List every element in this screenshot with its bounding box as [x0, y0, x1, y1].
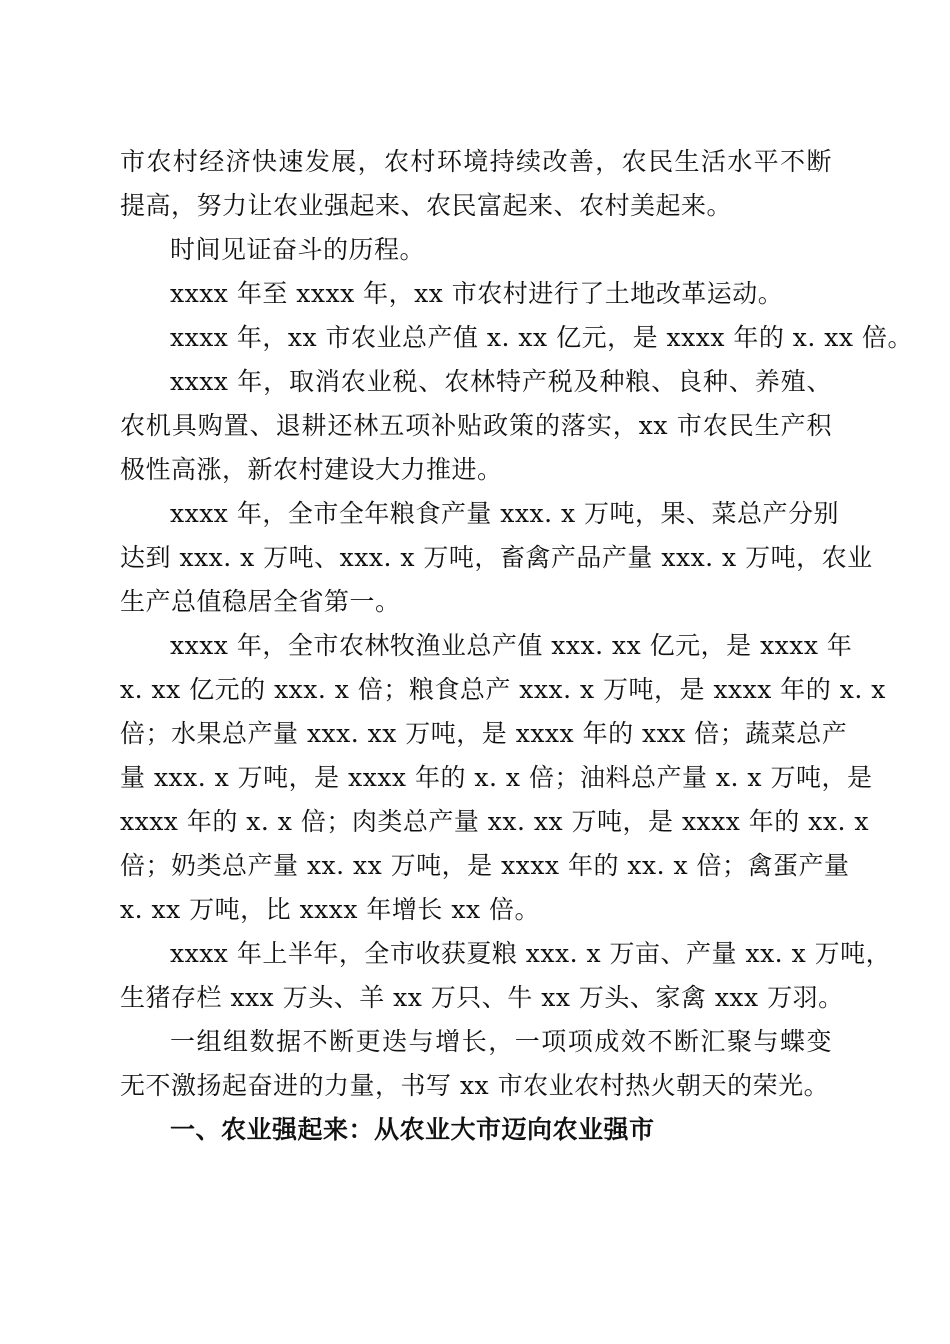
text-line-13: x. xx 亿元的 xxx. x 倍；粮食总产 xxx. x 万吨，是 xxxx 年的 x. x — [120, 675, 886, 704]
text-line-8: 极性高涨，新农村建设大力推进。 — [120, 455, 503, 484]
text-line-7: 农机具购置、退耕还林五项补贴政策的落实，xx 市农民生产积 — [120, 411, 832, 440]
section-heading: 一、农业强起来：从农业大市迈向农业强市 — [170, 1115, 655, 1144]
text-line-2: 提高，努力让农业强起来、农民富起来、农村美起来。 — [120, 191, 733, 220]
text-line-11: 生产总值稳居全省第一。 — [120, 587, 401, 616]
text-line-12: xxxx 年，全市农林牧渔业总产值 xxx. xx 亿元，是 xxxx 年 — [170, 631, 853, 660]
text-line-1: 市农村经济快速发展，农村环境持续改善，农民生活水平不断 — [120, 147, 832, 176]
text-line-16: xxxx 年的 x. x 倍；肉类总产量 xx. xx 万吨，是 xxxx 年的 xx. x — [120, 807, 869, 836]
text-line-19: xxxx 年上半年，全市收获夏粮 xxx. x 万亩、产量 xx. x 万吨， — [170, 939, 892, 968]
body-text — [120, 140, 913, 1152]
text-line-20: 生猪存栏 xxx 万头、羊 xx 万只、牛 xx 万头、家禽 xxx 万羽。 — [120, 983, 844, 1012]
text-line-5: xxxx 年，xx 市农业总产值 x. xx 亿元，是 xxxx 年的 x. xx 倍。 — [170, 323, 913, 352]
text-line-3: 时间见证奋斗的历程。 — [170, 235, 426, 264]
text-line-22: 无不激扬起奋进的力量，书写 xx 市农业农村热火朝天的荣光。 — [120, 1071, 830, 1100]
text-line-14: 倍；水果总产量 xxx. xx 万吨，是 xxxx 年的 xxx 倍；蔬菜总产 — [120, 719, 848, 748]
text-line-6: xxxx 年，取消农业税、农林特产税及种粮、良种、养殖、 — [170, 367, 832, 396]
text-line-4: xxxx 年至 xxxx 年，xx 市农村进行了土地改革运动。 — [170, 279, 784, 308]
text-line-17: 倍；奶类总产量 xx. xx 万吨，是 xxxx 年的 xx. x 倍；禽蛋产量 — [120, 851, 850, 880]
text-line-10: 达到 xxx. x 万吨、xxx. x 万吨，畜禽产品产量 xxx. x 万吨，农业 — [120, 543, 873, 572]
text-line-15: 量 xxx. x 万吨，是 xxxx 年的 x. x 倍；油料总产量 x. x 万吨，是 — [120, 763, 873, 792]
text-line-18: x. xx 万吨，比 xxxx 年增长 xx 倍。 — [120, 895, 541, 924]
text-line-9: xxxx 年，全市全年粮食产量 xxx. x 万吨，果、菜总产分别 — [170, 499, 840, 528]
text-line-21: 一组组数据不断更迭与增长，一项项成效不断汇聚与蝶变 — [170, 1027, 832, 1056]
